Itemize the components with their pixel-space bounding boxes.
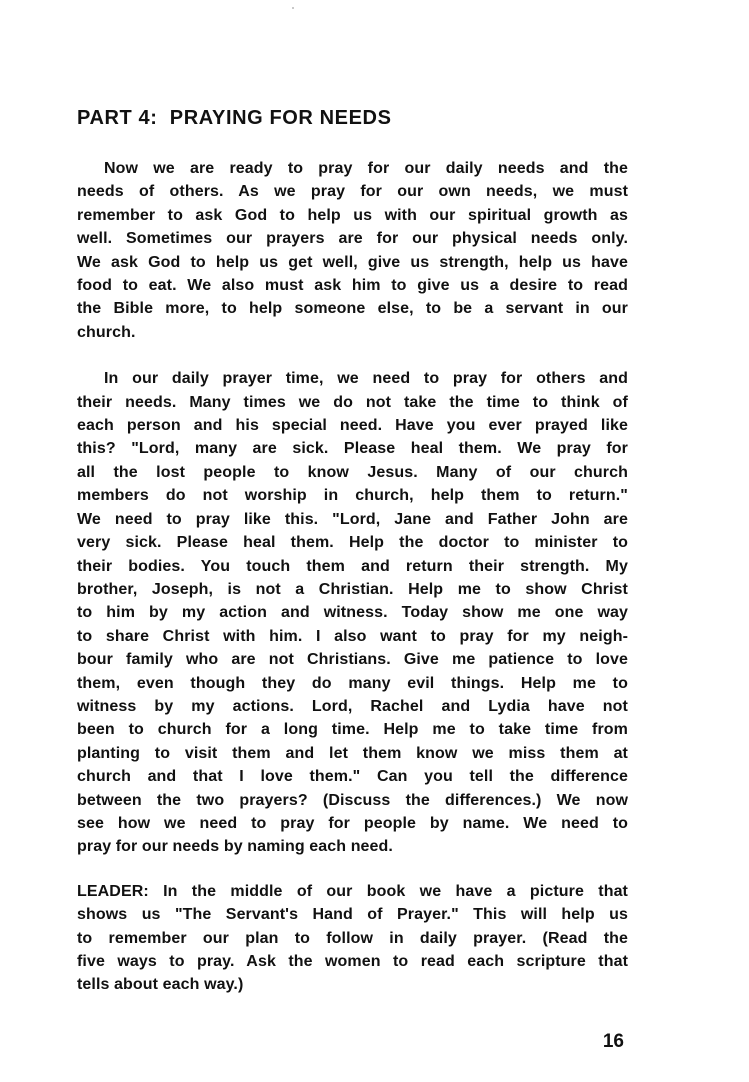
paragraph-leader-note: [77, 880, 628, 997]
text-line: witness by my actions. Lord, Rachel and Lydia have not: [77, 697, 628, 715]
text-line: very sick. Please heal them. Help the doctor to minister to: [77, 534, 628, 552]
text-line: shows us "The Servant's Hand of Prayer." This will help us: [77, 906, 628, 924]
text-line: LEADER: In the middle of our book we have a picture that: [77, 882, 628, 900]
paragraph-daily-prayer: [77, 367, 628, 859]
page-number: 16: [602, 1031, 624, 1052]
text-line: to him by my action and witness. Today show me one way: [77, 604, 628, 622]
section-heading: PART 4: PRAYING FOR NEEDS: [77, 107, 392, 129]
text-line: brother, Joseph, is not a Christian. Help me to show Christ: [77, 580, 628, 598]
text-line: to remember our plan to follow in daily prayer. (Read the: [77, 929, 628, 947]
text-line: each person and his special need. Have you ever prayed like: [77, 417, 628, 435]
text-line: their needs. Many times we do not take the time to think of: [77, 393, 628, 411]
text-line: between the two prayers? (Discuss the differences.) We now: [77, 791, 628, 809]
text-line: to share Christ with him. I also want to pray for my neigh-: [77, 627, 628, 645]
text-line: well. Sometimes our prayers are for our physical needs only.: [77, 230, 628, 248]
text-line: Now we are ready to pray for our daily needs and the: [104, 160, 628, 177]
text-line: bour family who are not Christians. Give me patience to love: [77, 651, 628, 669]
text-line: church.: [77, 323, 136, 341]
text-line: see how we need to pray for people by name. We need to: [77, 814, 628, 832]
text-line: needs of others. As we pray for our own needs, we must: [77, 183, 628, 201]
text-line: tells about each way.): [77, 976, 244, 994]
text-line: all the lost people to know Jesus. Many of our church: [77, 463, 628, 481]
text-line: pray for our needs by naming each need.: [77, 838, 393, 856]
text-line: their bodies. You touch them and return their strength. My: [77, 557, 628, 575]
text-line: In our daily prayer time, we need to pray for others and: [104, 370, 628, 388]
paragraph-intro: [77, 157, 628, 344]
text-line: members do not worship in church, help them to return.": [77, 487, 628, 505]
text-line: them, even though they do many evil things. Help me to: [77, 674, 628, 692]
text-column: [77, 157, 628, 997]
text-line: church and that I love them." Can you tell the difference: [77, 768, 628, 786]
text-line: been to church for a long time. Help me to take time from: [77, 721, 628, 739]
text-line: remember to ask God to help us with our spiritual growth as: [77, 206, 628, 224]
scan-artifact-speck: [292, 7, 294, 9]
text-line: We need to pray like this. "Lord, Jane and Father John are: [77, 510, 628, 528]
text-line: five ways to pray. Ask the women to read each scripture that: [77, 953, 628, 970]
text-line: We ask God to help us get well, give us strength, help us have: [77, 253, 628, 271]
text-line: planting to visit them and let them know we miss them at: [77, 744, 628, 762]
text-line: this? "Lord, many are sick. Please heal them. We pray for: [77, 440, 628, 458]
text-line: the Bible more, to help someone else, to be a servant in our: [77, 300, 628, 318]
text-line: food to eat. We also must ask him to give us a desire to read: [77, 277, 628, 295]
